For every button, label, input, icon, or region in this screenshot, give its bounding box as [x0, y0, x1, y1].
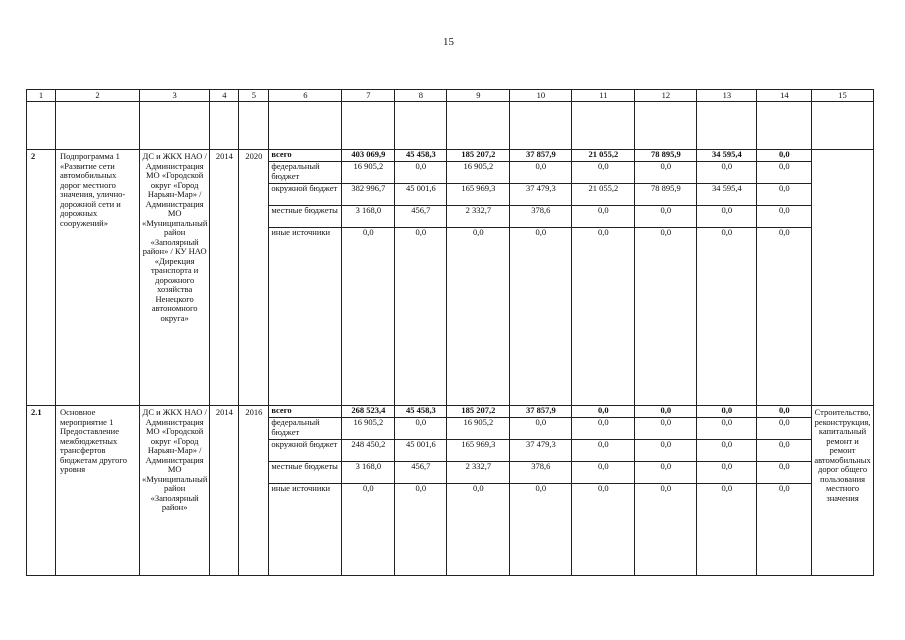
column-number: 12 [635, 90, 697, 102]
amount-cell: 0,0 [757, 150, 811, 162]
amount-cell: 0,0 [635, 406, 696, 418]
funding-source-label: местные бюджеты [269, 206, 341, 228]
header-spacer-row [27, 102, 874, 150]
row-number-text: 2 [31, 151, 36, 161]
row-number-text: 2.1 [31, 407, 42, 417]
amount-cell: 165 969,3 [447, 440, 509, 462]
amount-cell: 0,0 [535, 227, 547, 237]
amount-cell: 0,0 [572, 418, 634, 440]
header-spacer-cell [140, 102, 210, 150]
amount-cell: 0,0 [721, 227, 733, 237]
amount-cell: 0,0 [598, 483, 609, 493]
amount-cell: 0,0 [363, 227, 374, 237]
amount-cell: 185 207,2 [447, 150, 509, 162]
amount-cell: 0,0 [757, 206, 811, 228]
amount-cell: 0,0 [635, 418, 696, 440]
amount-cell: 37 857,9 [510, 406, 571, 418]
header-spacer-cell [697, 102, 757, 150]
amount-column-9 [447, 150, 510, 406]
amount-cell: 0,0 [697, 418, 756, 440]
amount-cell: 378,6 [510, 206, 571, 228]
column-number: 9 [447, 90, 510, 102]
amount-cell: 16 905,2 [447, 162, 509, 184]
amount-cell: 0,0 [473, 483, 484, 493]
funding-source-label: окружной бюджет [269, 184, 341, 206]
amount-cell: 0,0 [535, 483, 547, 493]
amount-column-8 [395, 406, 447, 576]
header-spacer-cell [757, 102, 812, 150]
executor-text: ДС и ЖКХ НАО / Администрация МО «Городской округ «Город Нарьян-Мар» / Администрация МО «Муниципальный район «Заполярный район» [142, 407, 208, 512]
amount-column-10 [510, 150, 572, 406]
header-spacer-cell [56, 102, 140, 150]
start-year [210, 150, 239, 406]
amount-cell: 0,0 [757, 440, 811, 462]
amount-cell: 37 479,3 [510, 440, 571, 462]
header-spacer-cell [342, 102, 395, 150]
amount-cell: 0,0 [779, 227, 790, 237]
amount-cell: 16 905,2 [447, 418, 509, 440]
header-spacer-cell [27, 102, 56, 150]
amount-cell: 37 857,9 [510, 150, 571, 162]
amount-cell: 16 905,2 [342, 418, 394, 440]
amount-column-11 [572, 406, 635, 576]
amount-cell: 0,0 [572, 206, 634, 228]
amount-cell: 78 895,9 [635, 150, 696, 162]
header-spacer-cell [510, 102, 572, 150]
amount-column-14 [757, 406, 812, 576]
amount-cell: 0,0 [635, 440, 696, 462]
amount-cell: 0,0 [697, 406, 756, 418]
header-spacer-cell [447, 102, 510, 150]
amount-cell: 2 332,7 [447, 462, 509, 484]
amount-cell: 3 168,0 [342, 462, 394, 484]
amount-column-13 [697, 150, 757, 406]
amount-cell: 456,7 [395, 462, 446, 484]
executor-text: ДС и ЖКХ НАО / Администрация МО «Городской округ «Город Нарьян-Мар» / Администрация МО «Муниципальный район «Заполярный район» / КУ НАО «Дирекция транспорта и дорожного хозяйства Ненецкого автономного округа» [142, 151, 208, 323]
header-spacer-cell [635, 102, 697, 150]
budget-table [26, 89, 874, 576]
amount-cell: 0,0 [757, 406, 811, 418]
end-year-text: 2016 [245, 407, 263, 417]
funding-source-label: окружной бюджет [269, 440, 341, 462]
header-spacer-cell [812, 102, 873, 150]
funding-source-label: федеральный бюджет [269, 162, 341, 184]
amount-cell: 45 458,3 [395, 406, 446, 418]
end-year-text: 2020 [245, 151, 263, 161]
amount-cell: 45 001,6 [395, 440, 446, 462]
column-number: 5 [239, 90, 269, 102]
amount-cell: 45 001,6 [395, 184, 446, 206]
header-spacer-cell [395, 102, 447, 150]
start-year [210, 406, 239, 576]
amount-cell: 403 069,9 [342, 150, 394, 162]
amount-cell: 0,0 [395, 162, 446, 184]
funding-sources [269, 150, 342, 406]
amount-cell: 382 996,7 [342, 184, 394, 206]
activity-name [56, 150, 140, 406]
amount-cell: 0,0 [363, 483, 374, 493]
column-number-row [27, 90, 874, 102]
header-spacer-cell [572, 102, 635, 150]
amount-column-12 [635, 150, 697, 406]
amount-column-7 [342, 150, 395, 406]
amount-cell: 0,0 [757, 184, 811, 206]
amount-cell: 0,0 [757, 462, 811, 484]
amount-cell: 268 523,4 [342, 406, 394, 418]
amount-column-10 [510, 406, 572, 576]
amount-cell: 0,0 [415, 483, 427, 493]
column-number: 15 [812, 90, 873, 102]
amount-cell: 0,0 [697, 206, 756, 228]
expected-result [812, 406, 873, 576]
activity-name [56, 406, 140, 576]
start-year-text: 2014 [215, 407, 233, 417]
amount-column-8 [395, 150, 447, 406]
amount-cell: 0,0 [395, 418, 446, 440]
amount-cell: 248 450,2 [342, 440, 394, 462]
column-number: 8 [395, 90, 447, 102]
expected-result-text: Строительство, реконструкция, капитальный ремонт и ремонт автомобильных дорог общего пользования местного значения [814, 407, 871, 503]
amount-cell: 0,0 [779, 483, 790, 493]
program-row [27, 406, 874, 576]
amount-cell: 0,0 [635, 162, 696, 184]
column-number: 14 [757, 90, 812, 102]
funding-source-label: всего [269, 406, 341, 418]
amount-column-13 [697, 406, 757, 576]
funding-source-label: местные бюджеты [269, 462, 341, 484]
column-number: 3 [140, 90, 210, 102]
amount-cell: 2 332,7 [447, 206, 509, 228]
page-number: 15 [443, 36, 454, 48]
start-year-text: 2014 [215, 151, 233, 161]
executor [140, 406, 210, 576]
row-number [27, 150, 56, 406]
amount-cell: 0,0 [572, 440, 634, 462]
column-number: 11 [572, 90, 635, 102]
amount-cell: 0,0 [697, 462, 756, 484]
amount-cell: 34 595,4 [697, 150, 756, 162]
amount-cell: 0,0 [660, 483, 672, 493]
amount-cell: 45 458,3 [395, 150, 446, 162]
executor [140, 150, 210, 406]
column-number: 13 [697, 90, 757, 102]
amount-cell: 0,0 [757, 418, 811, 440]
amount-cell: 0,0 [757, 162, 811, 184]
header-spacer-cell [210, 102, 239, 150]
amount-cell: 0,0 [697, 440, 756, 462]
amount-column-9 [447, 406, 510, 576]
program-row [27, 150, 874, 406]
expected-result [812, 150, 873, 406]
amount-cell: 0,0 [510, 162, 571, 184]
amount-cell: 0,0 [473, 227, 484, 237]
header-spacer-cell [239, 102, 269, 150]
column-number: 10 [510, 90, 572, 102]
amount-cell: 0,0 [697, 162, 756, 184]
header-spacer-cell [269, 102, 342, 150]
amount-cell: 0,0 [572, 462, 634, 484]
amount-cell: 0,0 [415, 227, 427, 237]
column-number: 1 [27, 90, 56, 102]
funding-source-label: иные источники [271, 483, 331, 493]
activity-name-text: Основное мероприятие 1 Предоставление межбюджетных трансфертов бюджетам другого уровня [60, 407, 127, 474]
amount-cell: 165 969,3 [447, 184, 509, 206]
funding-sources [269, 406, 342, 576]
amount-cell: 0,0 [598, 227, 609, 237]
column-number: 7 [342, 90, 395, 102]
amount-cell: 0,0 [635, 462, 696, 484]
amount-column-14 [757, 150, 812, 406]
amount-cell: 0,0 [572, 162, 634, 184]
amount-cell: 456,7 [395, 206, 446, 228]
expected-result-text [812, 150, 872, 154]
amount-cell: 0,0 [635, 206, 696, 228]
amount-column-7 [342, 406, 395, 576]
amount-cell: 78 895,9 [635, 184, 696, 206]
column-number: 6 [269, 90, 342, 102]
column-number: 4 [210, 90, 239, 102]
amount-column-12 [635, 406, 697, 576]
amount-cell: 21 055,2 [572, 150, 634, 162]
activity-name-text: Подпрограмма 1 «Развитие сети автомобильных дорог местного значения, улично-дорожной сети и дорожных сооружений» [60, 151, 126, 228]
column-number: 2 [56, 90, 140, 102]
amount-cell: 34 595,4 [697, 184, 756, 206]
amount-cell: 378,6 [510, 462, 571, 484]
end-year [239, 150, 269, 406]
amount-cell: 0,0 [721, 483, 733, 493]
end-year [239, 406, 269, 576]
amount-cell: 0,0 [660, 227, 672, 237]
amount-cell: 0,0 [510, 418, 571, 440]
row-number [27, 406, 56, 576]
amount-cell: 37 479,3 [510, 184, 571, 206]
funding-source-label: федеральный бюджет [269, 418, 341, 440]
amount-cell: 3 168,0 [342, 206, 394, 228]
amount-cell: 21 055,2 [572, 184, 634, 206]
amount-cell: 16 905,2 [342, 162, 394, 184]
amount-column-11 [572, 150, 635, 406]
funding-source-label: всего [269, 150, 341, 162]
amount-cell: 185 207,2 [447, 406, 509, 418]
funding-source-label: иные источники [271, 227, 331, 237]
amount-cell: 0,0 [572, 406, 634, 418]
